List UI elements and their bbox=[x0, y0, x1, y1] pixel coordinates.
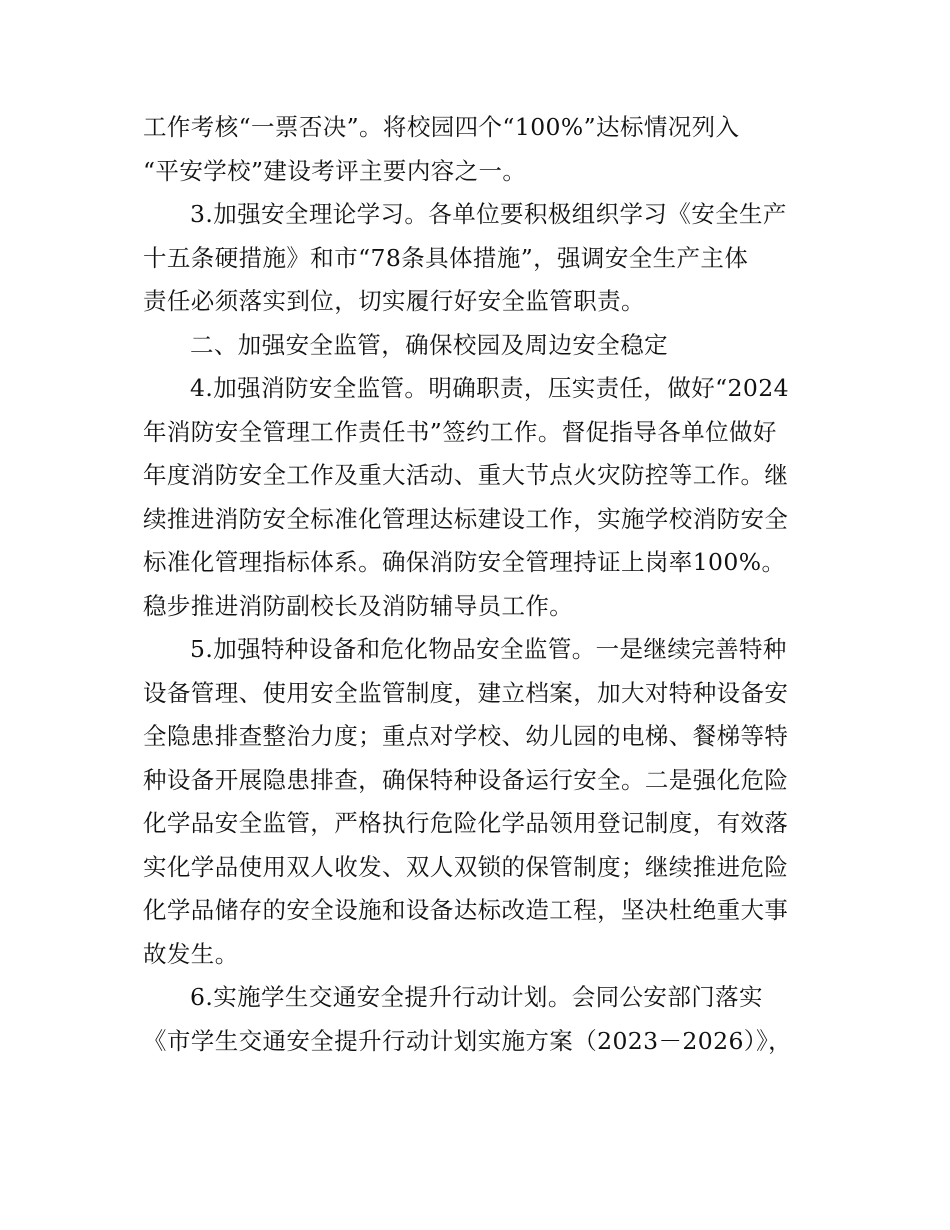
text-line: 全隐患排查整治力度；重点对学校、幼儿园的电梯、餐梯等特 bbox=[143, 722, 789, 750]
text-line: 化学品安全监管，严格执行危险化学品领用登记制度，有效落 bbox=[143, 809, 789, 837]
text-line: 年消防安全管理工作责任书”签约工作。督促指导各单位做好 bbox=[143, 417, 777, 446]
text-line: 稳步推进消防副校长及消防辅导员工作。 bbox=[143, 591, 574, 620]
document-body bbox=[143, 106, 811, 1063]
paragraph-first-line: 5.加强特种设备和危化物品安全监管。一是继续完善特种 bbox=[190, 635, 787, 663]
paragraph-first-line: 6.实施学生交通安全提升行动计划。会同公安部门落实 bbox=[190, 983, 763, 1011]
paragraph-first-line: 4.加强消防安全监管。明确职责，压实责任，做好“2024 bbox=[190, 374, 789, 402]
text-line: 故发生。 bbox=[143, 939, 239, 968]
text-line: 工作考核“一票否决”。将校园四个“100%”达标情况列入 bbox=[143, 113, 740, 141]
text-line: 化学品储存的安全设施和设备达标改造工程，坚决杜绝重大事 bbox=[143, 896, 789, 924]
text-line: 标准化管理指标体系。确保消防安全管理持证上岗率100%。 bbox=[143, 548, 786, 576]
text-line: 年度消防安全工作及重大活动、重大节点火灾防控等工作。继 bbox=[143, 461, 789, 489]
text-line: 实化学品使用双人收发、双人双锁的保管制度；继续推进危险 bbox=[143, 852, 789, 881]
text-line: 种设备开展隐患排查，确保特种设备运行安全。二是强化危险 bbox=[143, 765, 789, 794]
section-heading: 二、加强安全监管，确保校园及周边安全稳定 bbox=[190, 330, 668, 359]
text-line: 十五条硬措施》和市“78条具体措施”，强调安全生产主体 bbox=[143, 243, 749, 272]
text-line: 设备管理、使用安全监管制度，建立档案，加大对特种设备安 bbox=[143, 678, 789, 707]
text-line: 续推进消防安全标准化管理达标建设工作，实施学校消防安全 bbox=[143, 504, 789, 533]
paragraph-first-line: 3.加强安全理论学习。各单位要积极组织学习《安全生产 bbox=[190, 200, 787, 228]
text-line: 《市学生交通安全提升行动计划实施方案（2023－2026）》， bbox=[143, 1026, 793, 1055]
text-line: 责任必须落实到位，切实履行好安全监管职责。 bbox=[143, 287, 645, 315]
text-line: “平安学校”建设考评主要内容之一。 bbox=[143, 156, 527, 185]
